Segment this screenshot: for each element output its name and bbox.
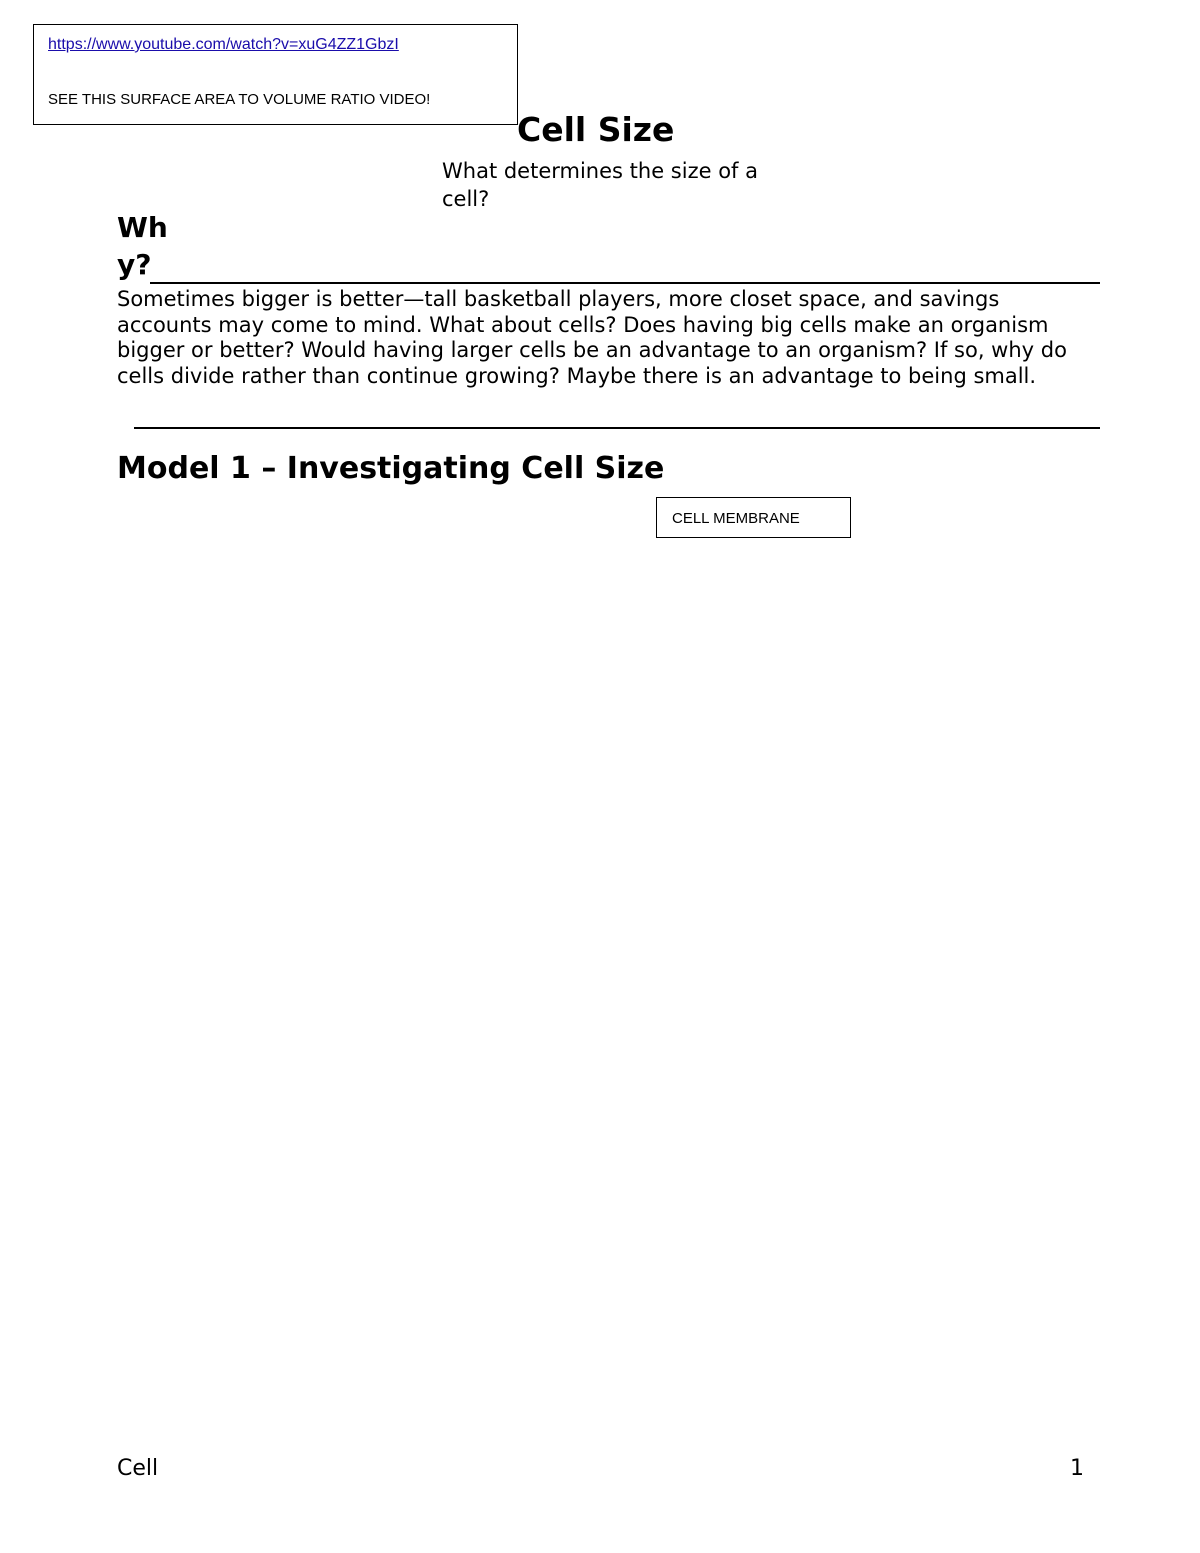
video-note-text: SEE THIS SURFACE AREA TO VOLUME RATIO VIDEO! [48,91,431,108]
why-paragraph: Sometimes bigger is better—tall basketball players, more closet space, and savings accounts may come to mind. What about cells? Does having big cells make an organism bigger or better? Would having larger cells be an advantage to an organism? If so, why do cells divide rather than continue growing? Maybe there is an advantage to being small. [117,287,1067,388]
page-number: 1 [1070,1456,1084,1481]
page-subtitle: What determines the size of a cell? [442,159,758,211]
model-heading: Model 1 – Investigating Cell Size [117,451,665,486]
video-link[interactable]: https://www.youtube.com/watch?v=xuG4ZZ1GbzI [48,36,399,53]
why-heading: Why? [117,211,168,281]
video-note-box [33,24,518,125]
footer-text: Cell [117,1456,159,1481]
page-title: Cell Size [517,110,675,149]
section-divider-top [150,282,1100,284]
section-divider-bottom [134,427,1100,429]
cell-membrane-label: CELL MEMBRANE [656,497,851,538]
